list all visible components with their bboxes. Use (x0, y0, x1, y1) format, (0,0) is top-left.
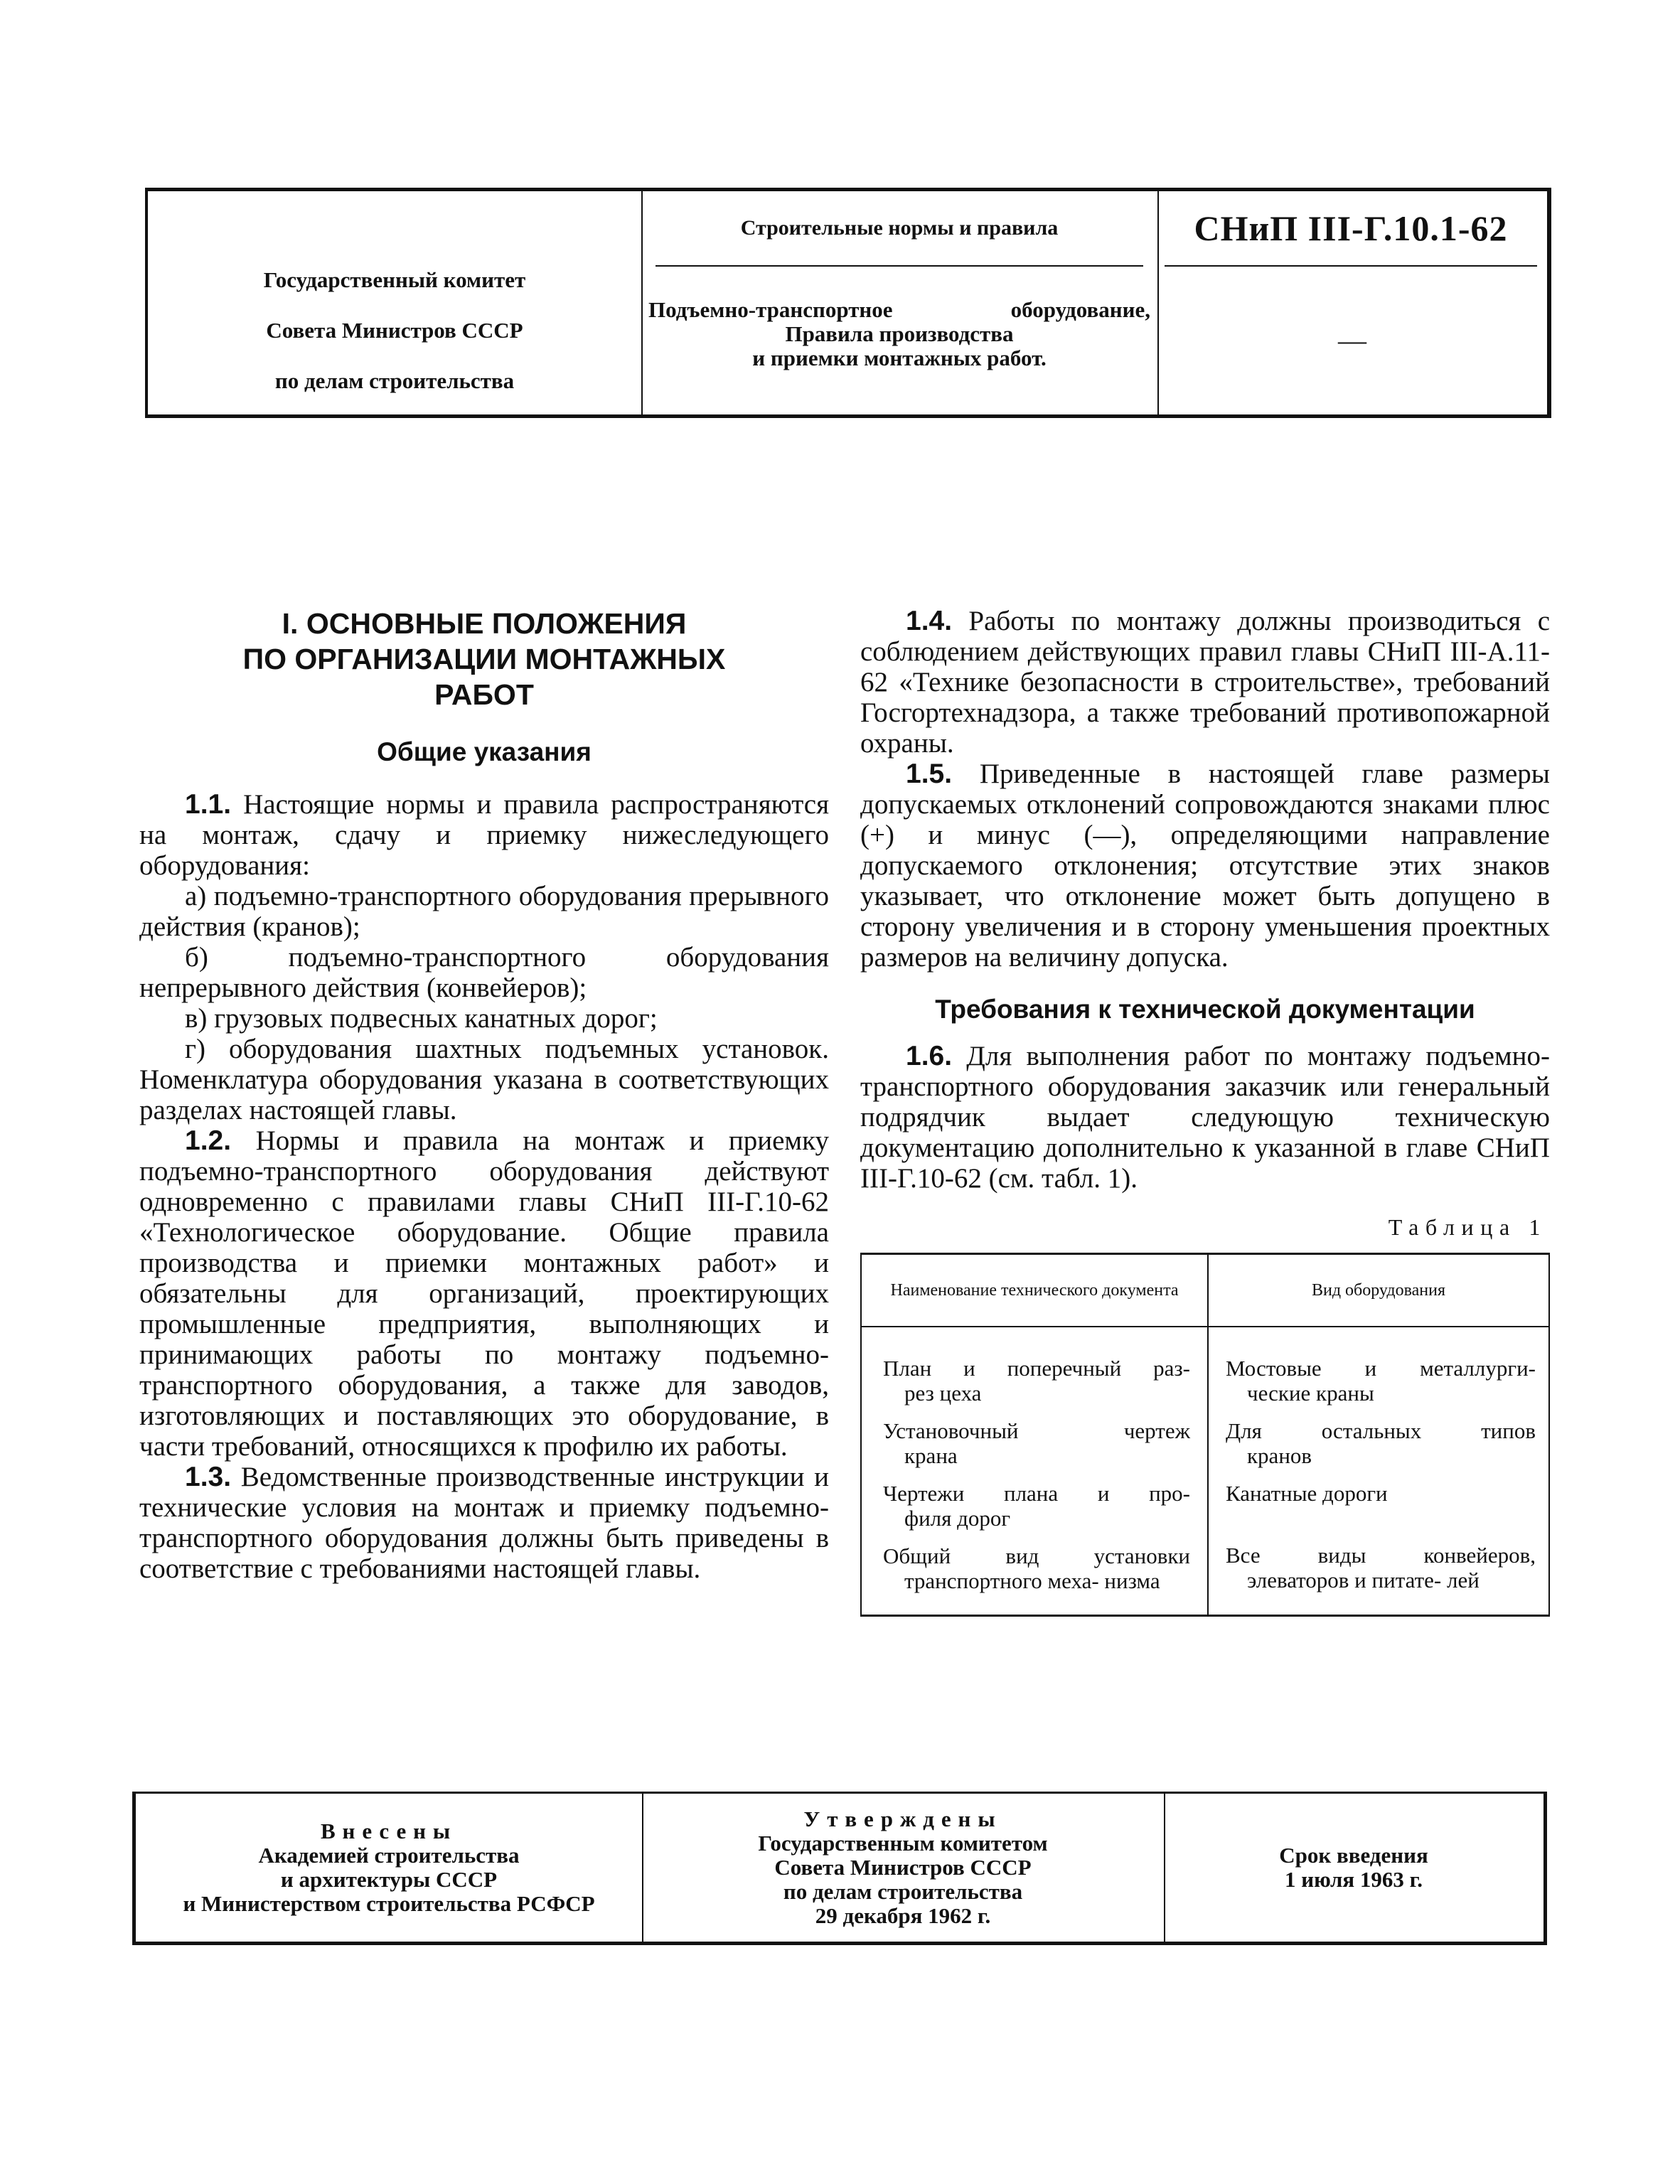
table-column-documents (862, 1327, 1209, 1615)
paragraph-1-2: 1.2. Нормы и правила на монтаж и приемку подъемно-транспортного оборудования действуют одновременно с правилами главы СНиП III-Г.10-62 «Технологическое оборудование. Общие правила производства и приемки монтажных работ» и обязательны для организаций, проектирующих промышленные предприятия, выполняющих и принимающих работы по монтажу подъемно-транспортного оборудования, а также для заводов, изготовляющих и поставляющих это оборудование, в части требований, относящихся к профилю их работы. (139, 1125, 830, 1462)
paragraph-1-5: 1.5. Приведенные в настоящей главе размеры допускаемых отклонений сопровождаются знаками плюс (+) и минус (—), определяющими направление допускаемого отклонения; отсутствие этих знаков указывает, что отклонение может быть допущено в сторону увеличения и в сторону уменьшения проектных размеров на величину допуска. (860, 759, 1550, 973)
list-item-b: б) подъемно-транспортного оборудования непрерывного действия (конвейеров); (139, 942, 829, 1003)
table-cell: Все виды конвейеров, элеваторов и питате- лей (1226, 1543, 1536, 1592)
introduced-cell: Внесены Академией строительства и архитектуры СССР и Министерством строительства РСФСР (136, 1794, 643, 1942)
table-cell: Установочный чертеж крана (883, 1418, 1190, 1468)
paragraph-1-6: 1.6. Для выполнения работ по монтажу подъемно-транспортного оборудования заказчик или генеральный подрядчик выдает следующую техническую документацию дополнительно к указанной в главе СНиП III-Г.10-62 (см. табл. 1). (860, 1041, 1551, 1194)
subsection-title: Требования к технической документации (935, 995, 1475, 1024)
introduced-label: Внесены (320, 1819, 458, 1843)
list-item-g: г) оборудования шахтных подъемных установок. Номенклатура оборудования указана в соответствующих разделах настоящей главы. (139, 1034, 829, 1125)
doc-subject (648, 298, 1150, 370)
table-header (862, 1255, 1548, 1327)
approved-label: Утверждены (803, 1806, 1002, 1831)
committee-cell (148, 191, 643, 414)
committee-line: Совета Министров СССР (266, 317, 523, 343)
replaces-value: — (1338, 323, 1366, 356)
approved-cell: Утверждены Государственным комитетом Совета Министров СССР по делам строительства 29 декабря 1962 г. (642, 1794, 1165, 1942)
table-cell: План и поперечный раз- рез цеха (883, 1356, 1190, 1406)
table-cell: Мостовые и металлурги- ческие краны (1226, 1356, 1536, 1406)
list-item-a: а) подъемно-транспортного оборудования прерывного действия (кранов); (139, 881, 829, 942)
code-cell (1157, 191, 1547, 414)
paragraph-1-1: 1.1. Настоящие нормы и правила распространяются на монтаж, сдачу и приемку нижеследующего оборудования: (139, 789, 830, 881)
subject-line: Правила производства (785, 321, 1014, 346)
table-caption: Таблица 1 (1388, 1214, 1547, 1240)
footer-box (132, 1792, 1547, 1945)
doc-type: Строительные нормы и правила (656, 191, 1143, 267)
paragraph-1-3: 1.3. Ведомственные производственные инструкции и технические условия на монтаж и приемку подъемно-транспортного оборудования должны быть приведены в соответствие с требованиями настоящей главы. (139, 1462, 829, 1584)
effective-date: 1 июля 1963 г. (1284, 1867, 1423, 1892)
right-column (860, 606, 1550, 1617)
subject-line: Подъемно-транспортное (648, 297, 893, 322)
subject-line: и приемки монтажных работ. (752, 346, 1047, 370)
header-box (145, 188, 1551, 418)
subsection-title: Общие указания (377, 737, 592, 766)
committee-line: Государственный комитет (263, 267, 526, 292)
table-cell: Канатные дороги (1226, 1481, 1388, 1506)
subject-line: оборудование, (1010, 297, 1150, 322)
left-column (139, 606, 829, 1584)
table-header-cell: Наименование технического документа (862, 1255, 1209, 1326)
section-title: I. ОСНОВНЫЕ ПОЛОЖЕНИЯ ПО ОРГАНИЗАЦИИ МОНТАЖНЫХ РАБОТ (242, 607, 726, 711)
table-header-cell: Вид оборудования (1311, 1280, 1446, 1300)
title-cell (641, 191, 1159, 414)
doc-code: СНиП III-Г.10.1-62 (1165, 191, 1537, 267)
table-cell: Общий вид установки транспортного меха- низма (883, 1543, 1190, 1593)
table-body (862, 1327, 1548, 1615)
paragraph-1-4: 1.4. Работы по монтажу должны производиться с соблюдением действующих правил главы СНиП III-А.11-62 «Технике безопасности в строительстве», требований Госгортехнадзора, а также требований противопожарной охраны. (860, 606, 1551, 759)
effective-label: Срок введения (1279, 1843, 1428, 1868)
table-cell: Чертежи плана и про- филя дорог (883, 1481, 1190, 1531)
table-cell: Для остальных типов кранов (1226, 1418, 1536, 1468)
list-item-v: в) грузовых подвесных канатных дорог; (185, 1003, 658, 1034)
table-1 (860, 1253, 1550, 1617)
committee-line: по делам строительства (274, 368, 515, 393)
effective-cell (1164, 1794, 1543, 1942)
table-column-equipment (1209, 1327, 1548, 1615)
